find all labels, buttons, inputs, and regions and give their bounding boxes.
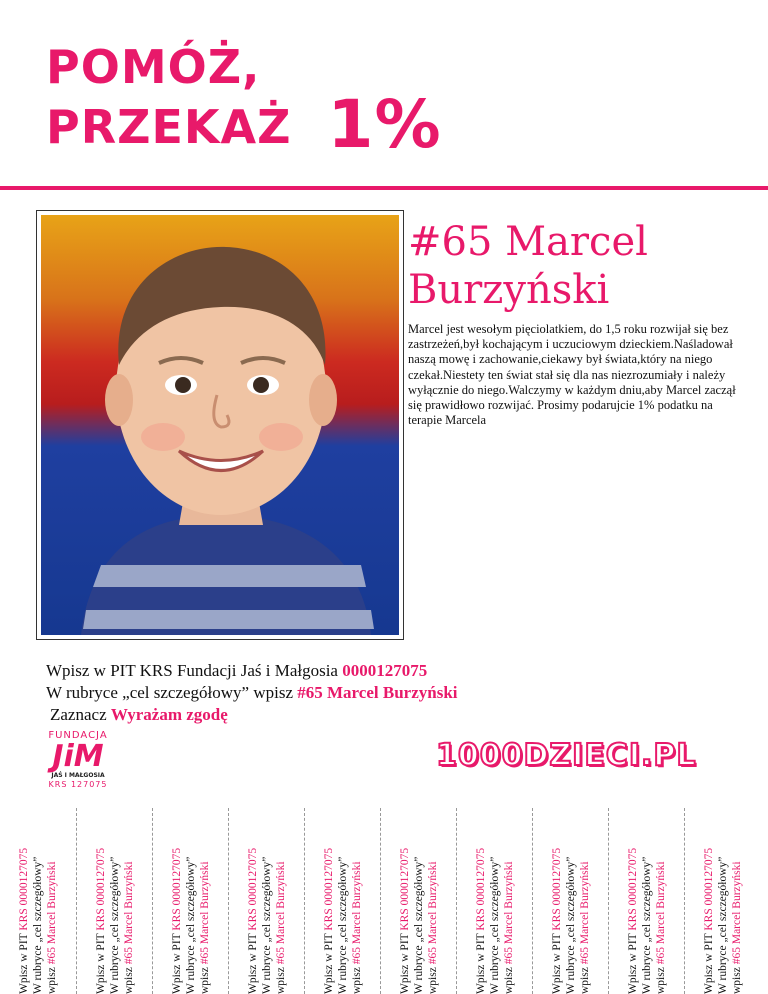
tear-strip[interactable]: Wpisz w PIT KRS 0000127075 W rubryce „cel szczegółowy” wpisz #65 Marcel Burzyński: [304, 808, 380, 994]
headline: [46, 40, 442, 163]
instruction-line3-text: Zaznacz: [50, 705, 111, 724]
instruction-line2-text: W rubryce „cel szczegółowy” wpisz: [46, 683, 298, 702]
jim-logo-main: JiM: [52, 739, 104, 774]
jim-logo-sub: JAŚ I MAŁGOSIA: [51, 772, 105, 779]
child-name-line2: Burzyński: [408, 267, 610, 313]
child-description: Marcel jest wesołym pięciolatkiem, do 1,5 roku rozwijał się bez zastrzeżeń,był kochającym i uczuciowym dzieckiem.Naśladował naszą mowę i zachowanie,ciekawy był świata,który na niego czekał.Niestety ten świat stał się dla nas niezrozumiały i należy wyłącznie do niego.Walczymy w każdym dniu,aby Marcel zaczął się prawidłowo rozwijać. Prosimy podarujcie 1% podatku na terapie Marcela: [408, 322, 736, 428]
krs-number: 0000127075: [342, 661, 428, 680]
tear-strip[interactable]: Wpisz w PIT KRS 0000127075 W rubryce „cel szczegółowy” wpisz #65 Marcel Burzyński: [456, 808, 532, 994]
tear-strip[interactable]: Wpisz w PIT KRS 0000127075 W rubryce „cel szczegółowy” wpisz #65 Marcel Burzyński: [152, 808, 228, 994]
jim-logo-krs: KRS 127075: [48, 780, 108, 789]
tear-strip[interactable]: Wpisz w PIT KRS 0000127075 W rubryce „cel szczegółowy” wpisz #65 Marcel Burzyński: [228, 808, 304, 994]
instruction-line1: [46, 660, 458, 682]
tear-strip[interactable]: Wpisz w PIT KRS 0000127075 W rubryce „cel szczegółowy” wpisz #65 Marcel Burzyński: [380, 808, 456, 994]
child-name: [408, 218, 738, 314]
child-photo-frame: [36, 210, 404, 640]
tear-strip[interactable]: Wpisz w PIT KRS 0000127075 W rubryce „cel szczegółowy” wpisz #65 Marcel Burzyński: [608, 808, 684, 994]
tear-strip[interactable]: Wpisz w PIT KRS 0000127075 W rubryce „cel szczegółowy” wpisz #65 Marcel Burzyński: [76, 808, 152, 994]
headline-przekaz: PRZEKAŻ: [46, 100, 292, 154]
tear-strip[interactable]: Wpisz w PIT KRS 0000127075 W rubryce „cel szczegółowy” wpisz #65 Marcel Burzyński: [684, 808, 760, 994]
headline-line2: [46, 86, 442, 163]
headline-percent: 1%: [327, 86, 442, 163]
donation-instructions: [46, 660, 458, 726]
headline-line1: POMÓŻ,: [46, 40, 261, 94]
jim-logo-top: FUNDACJA: [48, 730, 108, 741]
consent-label: Wyrażam zgodę: [110, 705, 228, 724]
instruction-line1-text: Wpisz w PIT KRS Fundacji Jaś i Małgosia: [46, 661, 343, 680]
target-name: #65 Marcel Burzyński: [297, 683, 458, 702]
instruction-line2: [46, 682, 458, 704]
site-logo-1000dzieci: 1000DZIECI.PL: [436, 738, 697, 773]
instruction-line3: [46, 704, 458, 726]
child-photo: [41, 215, 399, 635]
tear-off-strips: [0, 808, 768, 994]
jim-foundation-logo: [46, 730, 110, 794]
divider-rule: [0, 186, 768, 190]
tear-strip[interactable]: Wpisz w PIT KRS 0000127075 W rubryce „cel szczegółowy” wpisz #65 Marcel Burzyński: [532, 808, 608, 994]
child-portrait-illustration: [41, 215, 399, 635]
child-name-line1: #65 Marcel: [408, 219, 648, 265]
tear-strip[interactable]: Wpisz w PIT KRS 0000127075 W rubryce „cel szczegółowy” wpisz #65 Marcel Burzyński: [18, 847, 58, 994]
